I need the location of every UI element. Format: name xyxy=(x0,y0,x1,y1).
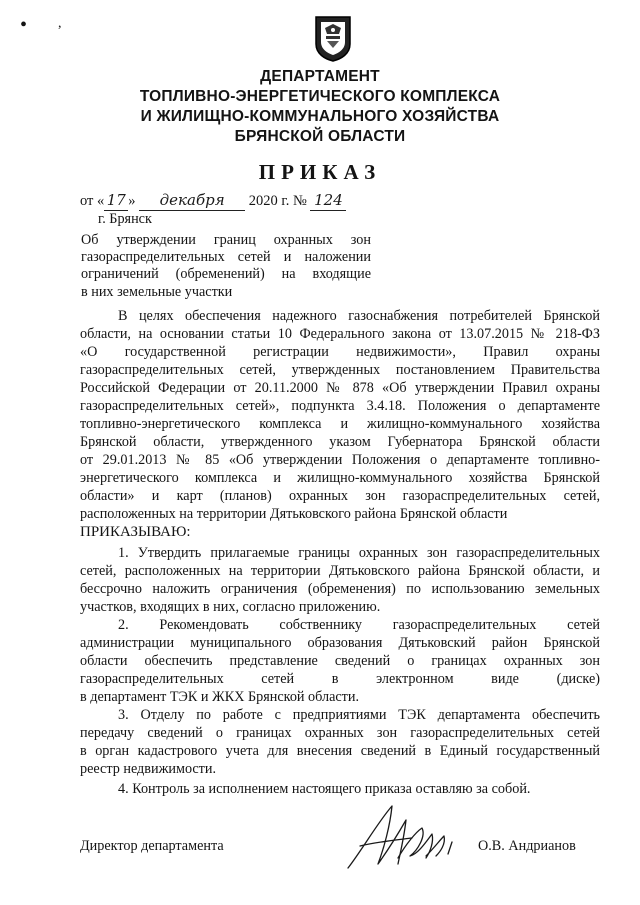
item-line: газораспределительных сетей в электронном виде (диске) xyxy=(80,671,600,687)
preamble-line: расположенных на территории Дятьковского района Брянской области xyxy=(80,506,508,522)
item-line: в департамент ТЭК и ЖКХ Брянской области. xyxy=(80,689,360,705)
date-year: 2020 г. № xyxy=(248,193,307,209)
margin-dot: • xyxy=(20,14,28,36)
item-line: участков, входящих в них, согласно приложению. xyxy=(80,599,381,615)
item-line: передачу сведений о границах охранных зон газораспределительных сетей xyxy=(80,725,600,741)
order-number: 124 xyxy=(310,192,346,211)
signatory-position: Директор департамента xyxy=(80,838,224,854)
preamble-line: газораспределительных сетей, утвержденных постановлением Правительства xyxy=(80,362,600,378)
preamble-line: В целях обеспечения надежного газоснабжения потребителей Брянской xyxy=(118,308,600,324)
subject-line: газораспределительных сетей и наложении xyxy=(81,249,371,266)
margin-tick: , xyxy=(58,16,62,31)
date-prefix: от « xyxy=(80,193,105,209)
item-line: 4. Контроль за исполнением настоящего приказа оставляю за собой. xyxy=(118,781,531,797)
bryansk-coat-of-arms-icon xyxy=(313,14,353,62)
preamble-line: энергетического комплекса и жилищно-коммунального хозяйства Брянской xyxy=(80,470,600,486)
order-title: ПРИКАЗ xyxy=(258,160,382,184)
preamble-line: «О государственной регистрации недвижимости», Правил охраны xyxy=(80,344,600,360)
header-line: ДЕПАРТАМЕНТ xyxy=(260,68,380,85)
order-subject xyxy=(81,232,371,301)
order-date-line xyxy=(80,192,346,211)
preamble-line: области» и карт (планов) охранных зон газораспределительных сетей, xyxy=(80,488,600,504)
decree-word: ПРИКАЗЫВАЮ: xyxy=(80,524,191,540)
date-day: 17 xyxy=(104,192,128,211)
order-city: г. Брянск xyxy=(98,211,152,227)
header-line: И ЖИЛИЩНО-КОММУНАЛЬНОГО ХОЗЯЙСТВА xyxy=(140,108,500,125)
header-line: БРЯНСКОЙ ОБЛАСТИ xyxy=(234,128,406,145)
date-month: декабря xyxy=(139,192,245,211)
preamble-line: Российской Федерации от 20.11.2000 № 878 «Об утверждении Правил охраны xyxy=(80,380,600,396)
item-line: 2. Рекомендовать собственнику газораспределительных сетей xyxy=(118,617,600,633)
header-line: ТОПЛИВНО-ЭНЕРГЕТИЧЕСКОГО КОМПЛЕКСА xyxy=(139,88,501,105)
preamble-line: Брянской области, утвержденного указом Губернатора Брянской области xyxy=(80,434,600,450)
item-line: реестр недвижимости. xyxy=(80,761,217,777)
subject-line: Об утверждении границ охранных зон xyxy=(81,232,371,248)
preamble-line: топливно-энергетического комплекса и жилищно-коммунального хозяйства xyxy=(80,416,600,432)
item-line: 3. Отделу по работе с предприятиями ТЭК департамента обеспечить xyxy=(118,707,600,723)
item-line: области обеспечить представление сведений о границах охранных зон xyxy=(80,653,600,669)
item-line: администрации муниципального образования Дятьковский район Брянской xyxy=(80,635,600,651)
preamble-line: области, на основании статьи 10 Федерального закона от 13.07.2015 № 218-ФЗ xyxy=(80,326,600,342)
handwritten-signature-icon xyxy=(340,798,470,880)
item-line: бессрочно наложить ограничения (обременения) по использованию земельных xyxy=(80,581,600,597)
item-line: сетей, расположенных на территории Дятьковского района Брянской области, и xyxy=(80,563,600,579)
subject-line: ограничений (обременений) на входящие xyxy=(81,266,371,283)
item-line: 1. Утвердить прилагаемые границы охранных зон газораспределительных xyxy=(118,545,600,561)
subject-line: в них земельные участки xyxy=(81,283,233,300)
item-line: в орган кадастрового учета для внесения сведений в Единый государственный xyxy=(80,743,600,759)
preamble-line: от 29.01.2013 № 85 «Об утверждении Положения о департаменте топливно- xyxy=(80,452,600,468)
signatory-name: О.В. Андрианов xyxy=(478,838,576,854)
date-mid: » xyxy=(128,193,136,209)
preamble-line: газораспределительных сетей», подпункта 3.4.18. Положения о департаменте xyxy=(80,398,600,414)
